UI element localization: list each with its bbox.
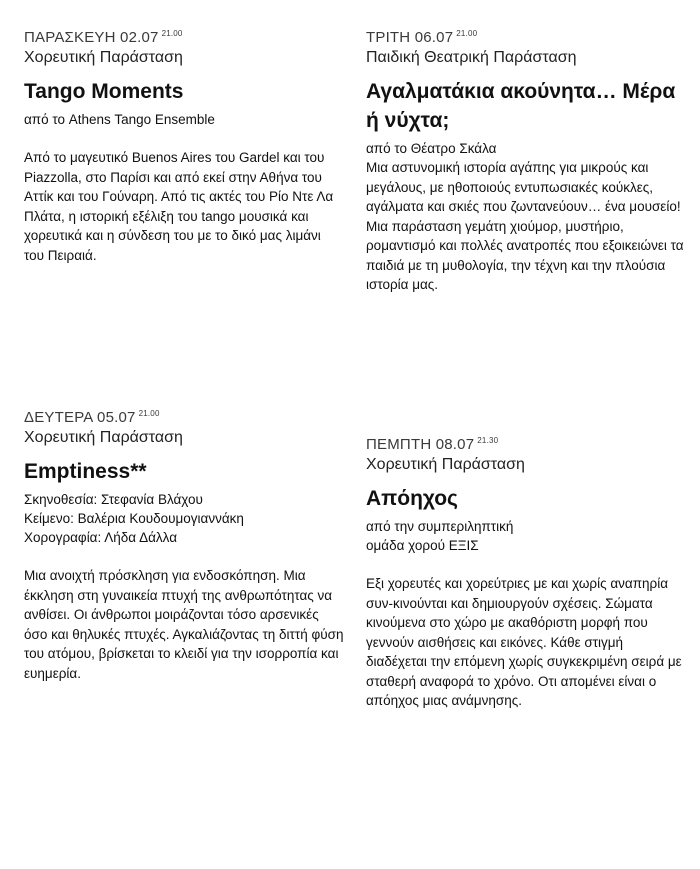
credit-line: από την συμπεριληπτική [366, 519, 514, 534]
event-time: 21.00 [456, 29, 478, 38]
event-card-agalmatakia [366, 24, 686, 295]
event-description: Μια αστυνομική ιστορία αγάπης για μικρούς και μεγάλους, με ηθοποιούς εντυπωσιακές κούκλες, αγάλματα και σκιές που ζωντανεύουν… ένα μουσείο! Μια παράσταση γεμάτη χιούμορ, μυστήριο, ρομαντισμό και πολλές ανατροπές που εξοικειώνει τα παιδιά με τη μυθολογία, την τέχνη και την πλούσια ιστορία μας. [366, 160, 684, 292]
event-description: Εξι χορευτές και χορεύτριες με και χωρίς αναπηρία συν-κινούνται και δημιουργούν σχέσεις. Σώματα κινούμενα στο χώρο με ακαθόριστη μορφή που γεννούν αισθήσεις και εικόνες. Κάθε στιγμή διαδέχεται την επόμενη χωρίς συγκεκριμένη σειρά με σταθερή αναφορά το χρόνο. Οτι απομένει είναι ο απόηχος μιας ανάμνησης. [366, 576, 682, 708]
event-date: ΤΡΙΤΗ 06.07 $^{21.00}$ [366, 29, 478, 46]
credit-line: Χορογραφία: Λήδα Δάλλα [24, 530, 178, 545]
credit-line: Κείμενο: Βαλέρια Κουδουμογιαννάκη [24, 511, 244, 526]
credit-line: από το Athens Tango Ensemble [24, 112, 215, 127]
event-credits [366, 517, 686, 555]
event-time: 21.00 [138, 409, 160, 418]
event-date: ΔΕΥΤΕΡΑ 05.07 $^{21.00}$ [24, 409, 160, 426]
event-time: 21.30 [477, 436, 499, 445]
event-date: ΠΕΜΠΤΗ 08.07 $^{21.30}$ [366, 436, 499, 453]
event-title: Tango Moments [24, 80, 184, 103]
event-description: Μια ανοιχτή πρόσκληση για ενδοσκόπηση. Μια έκκληση στη γυναικεία πτυχή της ανθρωπότητας να ανθίσει. Οι άνθρωποι μοιράζονται τόσο αρσενικές όσο και θηλυκές πτυχές. Αγκαλιάζοντας τη διττή φύση του ατόμου, βρίσκεται το κλειδί για την ισορροπία και ευημερία. [24, 568, 344, 681]
event-description: Από το μαγευτικό Buenos Aires του Gardel και του Piazzolla, στο Παρίσι και από εκεί στην Αθήνα του Αττίκ και του Γούναρη. Από τις ακτές του Ρίο Ντε Λα Πλάτα, η ιστορική εξέλιξη του tango μουσικά και χορευτικά και η σύνδεση του με το δικό μας λιμάνι του Πειραιά. [24, 150, 334, 263]
event-card-emptiness [24, 404, 344, 683]
event-card-apoichos [366, 431, 686, 711]
event-category: Χορευτική Παράσταση [24, 49, 183, 66]
event-category: Χορευτική Παράσταση [24, 429, 183, 446]
event-date: ΠΑΡΑΣΚΕΥΗ 02.07 $^{21.00}$ [24, 29, 183, 46]
credit-line: από το Θέατρο Σκάλα [366, 141, 497, 156]
event-category: Παιδική Θεατρική Παράσταση [366, 49, 577, 66]
event-title: Emptiness** [24, 460, 147, 483]
credit-line: Σκηνοθεσία: Στεφανία Βλάχου [24, 492, 203, 507]
event-card-tango-moments [24, 24, 344, 265]
event-credits [24, 110, 344, 129]
credit-line: ομάδα χορού ΕΞΙΣ [366, 538, 479, 553]
event-credits [24, 490, 344, 547]
event-category: Χορευτική Παράσταση [366, 456, 525, 473]
event-title: Αγαλματάκια ακούνητα… Μέρα ή νύχτα; [366, 80, 676, 132]
event-time: 21.00 [161, 29, 183, 38]
event-credits [366, 139, 686, 158]
event-title: Απόηχος [366, 487, 458, 510]
